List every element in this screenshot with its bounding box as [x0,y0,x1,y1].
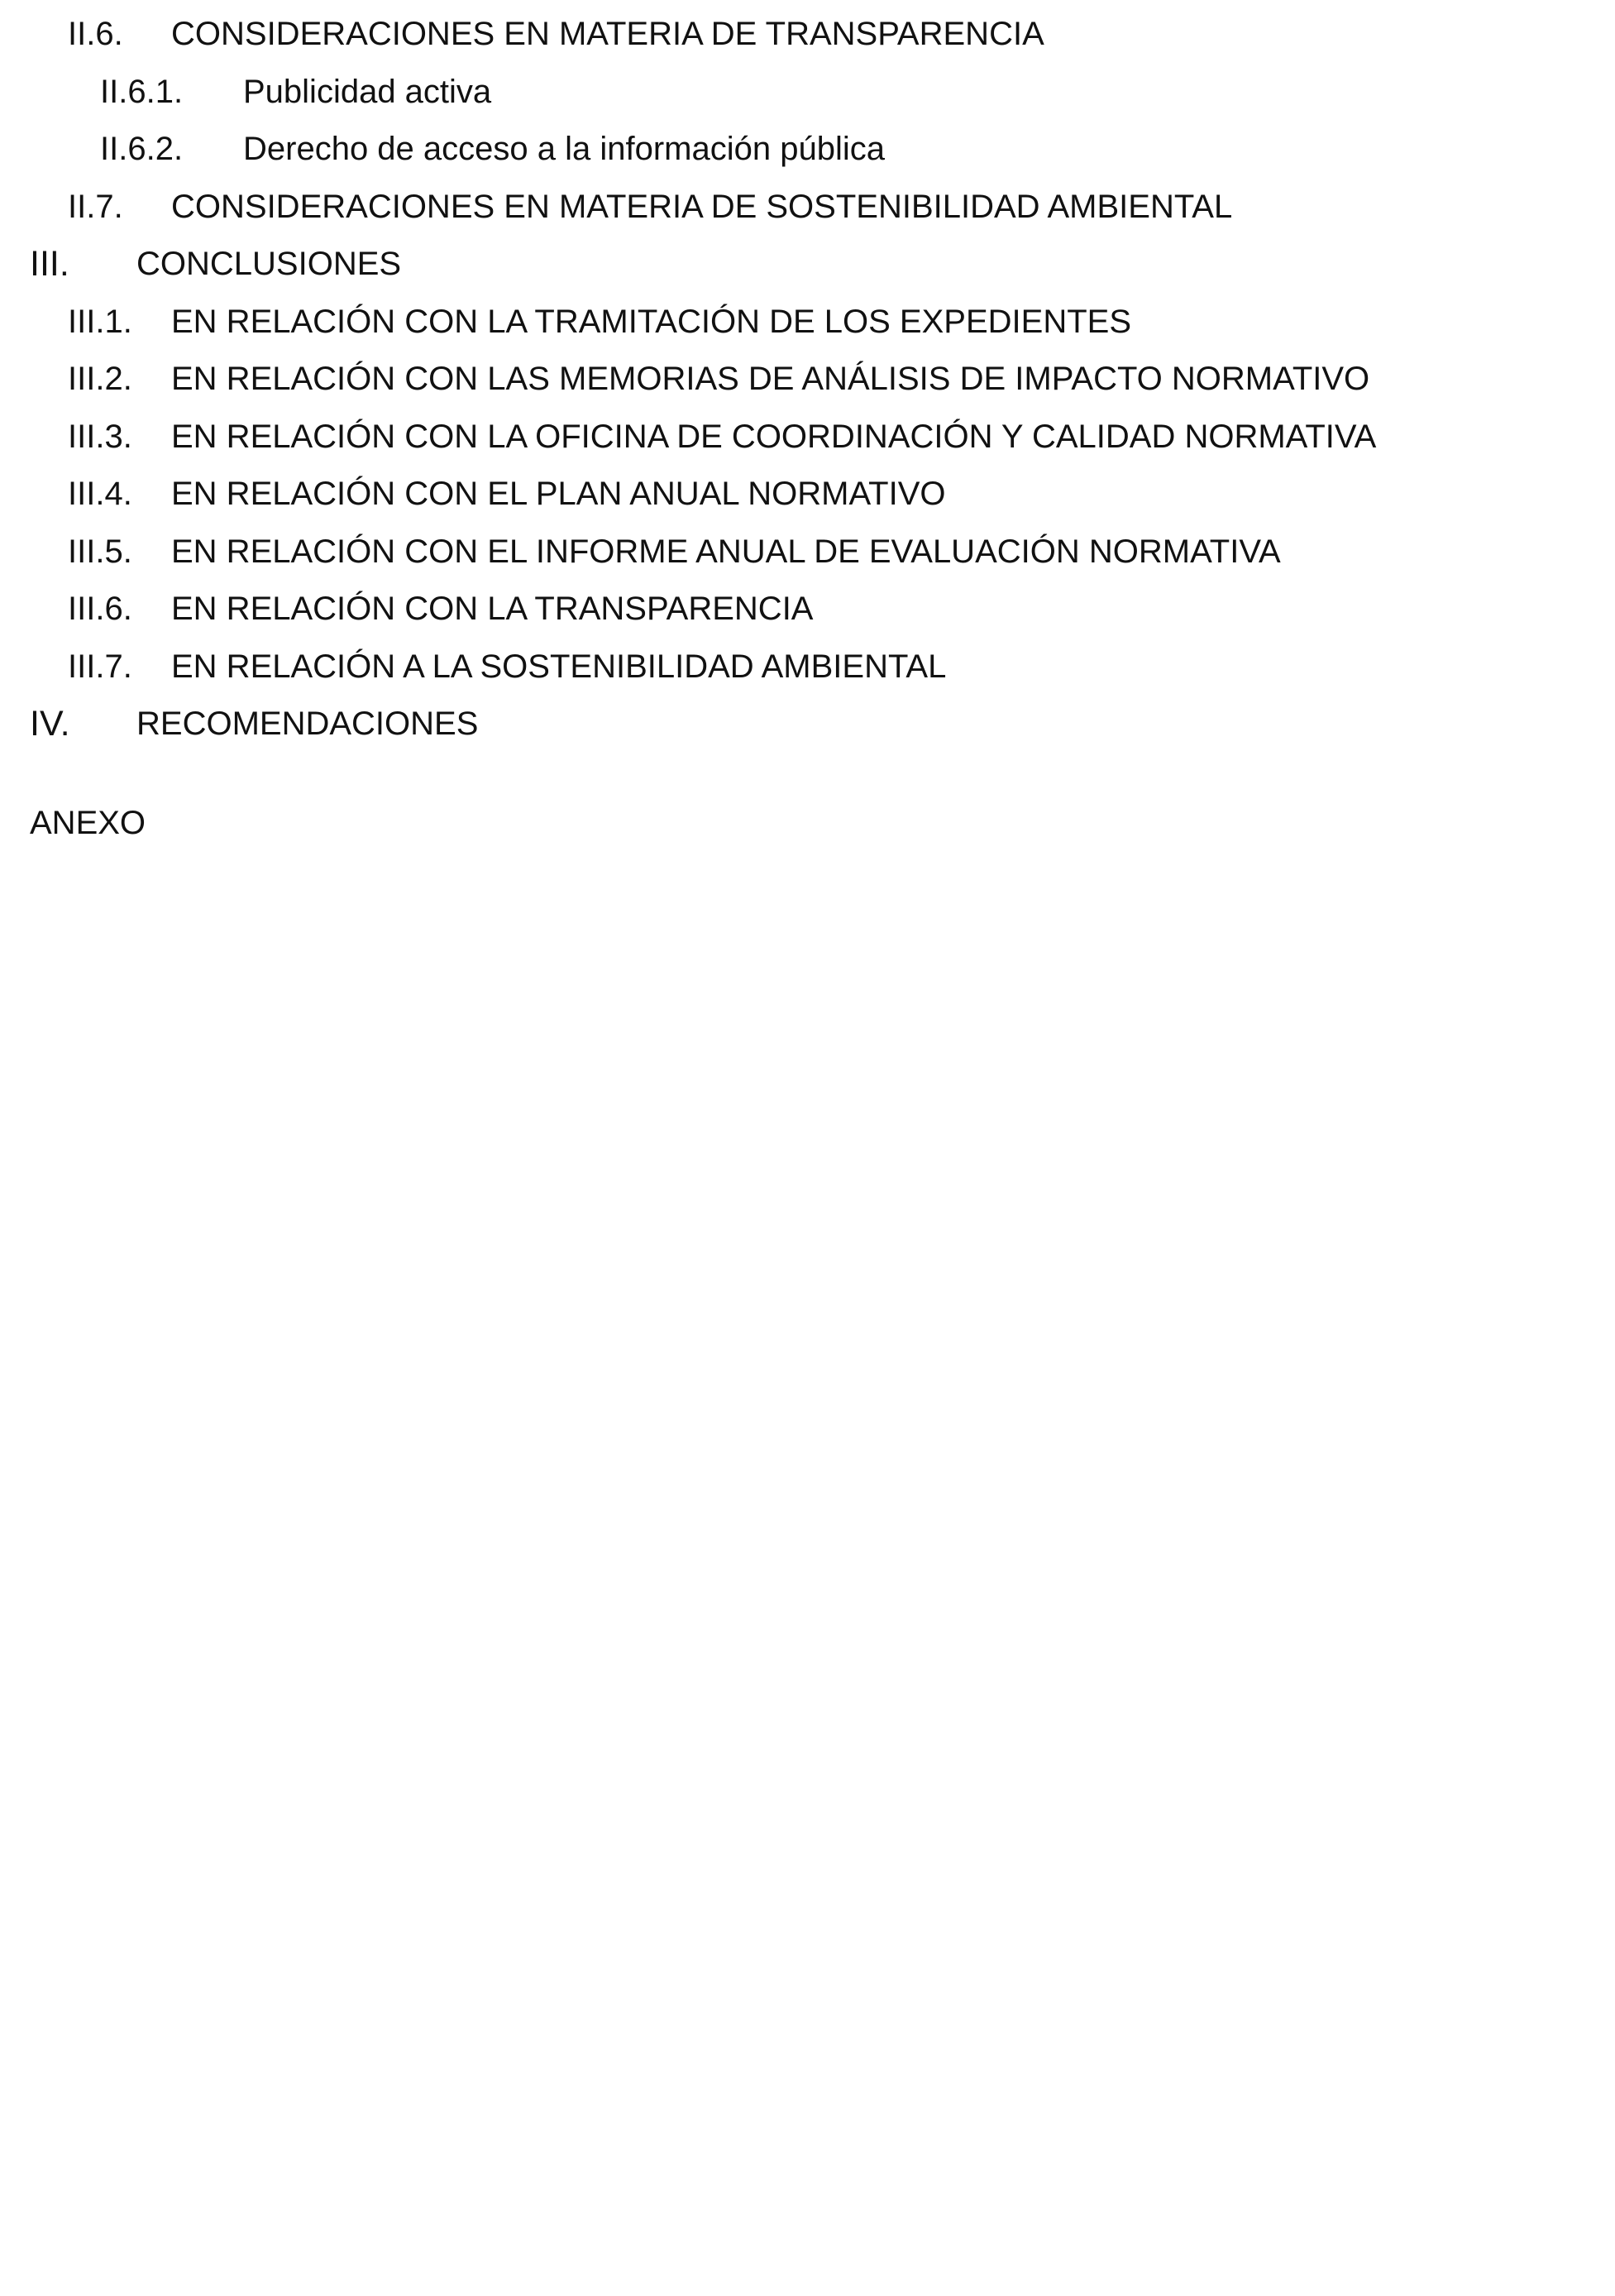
toc-entry-label: EN RELACIÓN CON LAS MEMORIAS DE ANÁLISIS DE IMPACTO NORMATIVO [171,361,1370,397]
toc-entry-number: II.7. [68,189,123,225]
toc-entry-label: CONSIDERACIONES EN MATERIA DE SOSTENIBILIDAD AMBIENTAL [171,189,1233,225]
toc-entry-number: III. [30,244,69,284]
toc-entry-number: III.7. [68,648,132,685]
toc-entry-number: III.6. [68,591,132,627]
toc-entry-number: IV. [30,704,70,744]
toc-entry-number: II.6.1. [100,74,184,110]
toc-entry-number: III.3. [68,419,132,455]
toc-entry-label: Publicidad activa [243,74,492,110]
toc-entry-number: III.1. [68,304,132,340]
toc-entry-number: II.6. [68,16,123,52]
toc-entry-label: EN RELACIÓN CON LA TRANSPARENCIA [171,591,814,627]
toc-entry-number: III.5. [68,533,132,570]
toc-entry-label: RECOMENDACIONES [136,706,479,742]
toc-entry-label: EN RELACIÓN A LA SOSTENIBILIDAD AMBIENTAL [171,648,947,685]
toc-entry-label: Derecho de acceso a la información pública [243,131,885,167]
toc-entry-number: II.6.2. [100,131,184,167]
toc-entry-number: III.4. [68,476,132,512]
toc-entry-label: EN RELACIÓN CON EL PLAN ANUAL NORMATIVO [171,476,946,512]
toc-entry-label: CONCLUSIONES [136,246,402,282]
toc-entry-number: III.2. [68,361,132,397]
toc-entry-label: EN RELACIÓN CON EL INFORME ANUAL DE EVALUACIÓN NORMATIVA [171,533,1281,570]
toc-entry-label: CONSIDERACIONES EN MATERIA DE TRANSPARENCIA [171,16,1044,52]
toc-entry-label: EN RELACIÓN CON LA TRAMITACIÓN DE LOS EXPEDIENTES [171,304,1131,340]
toc-entry-label: EN RELACIÓN CON LA OFICINA DE COORDINACIÓN Y CALIDAD NORMATIVA [171,419,1377,455]
toc-annex-heading: ANEXO [30,805,146,841]
